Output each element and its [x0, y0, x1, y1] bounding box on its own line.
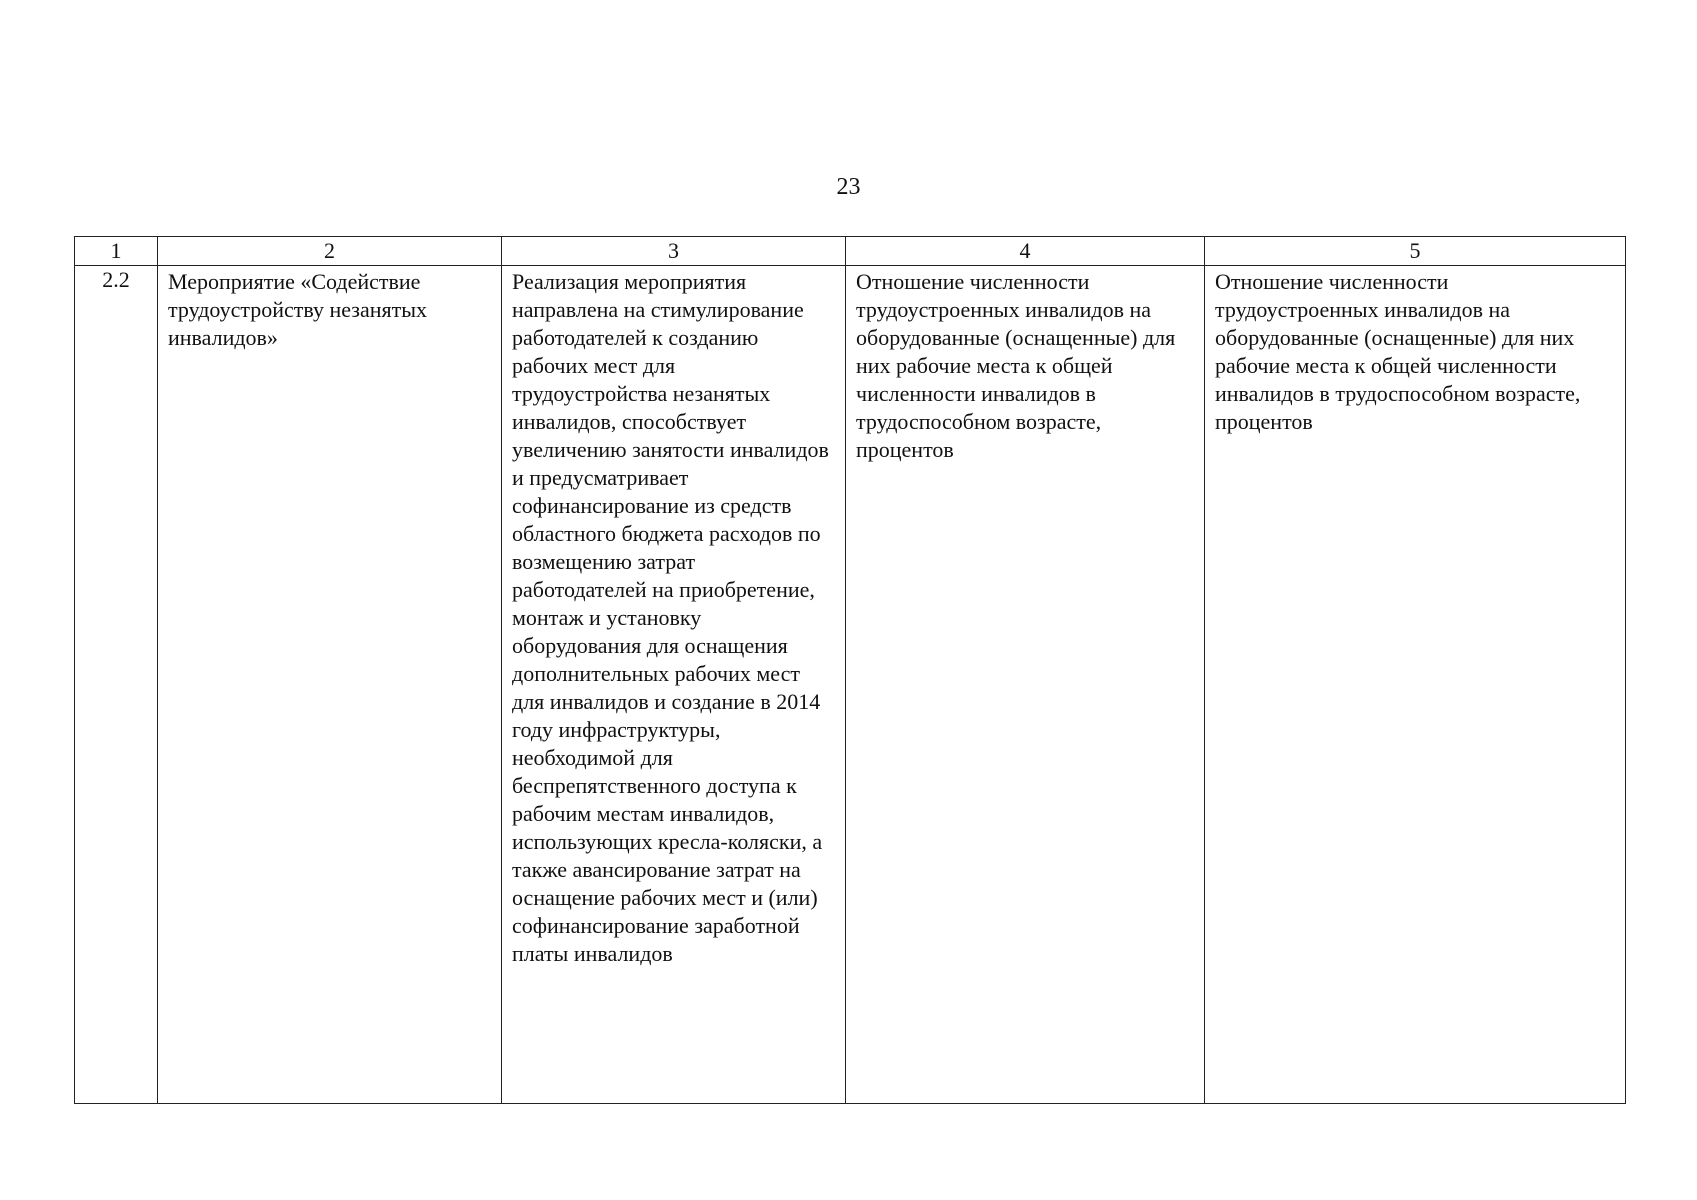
- indicator-definition-text: Отношение численности трудоустроенных инвалидов на оборудованные (оснащенные) для них рабочие места к общей численности инвалидов в трудоспособном возрасте, процентов: [1215, 269, 1581, 434]
- header-cell-5: 5: [1205, 237, 1626, 266]
- indicator-definition: [1205, 266, 1626, 1104]
- header-cell-4: 4: [846, 237, 1205, 266]
- header-cell-3: 3: [502, 237, 846, 266]
- table-header: [75, 237, 1626, 266]
- header-cell-1: 1: [75, 237, 158, 266]
- header-cell-2: 2: [158, 237, 502, 266]
- measure-description: [502, 266, 846, 1104]
- table-body: [75, 266, 1626, 1104]
- measure-title-text: Мероприятие «Содействие трудоустройству незанятых инвалидов»: [168, 269, 428, 350]
- table-row: [75, 266, 1626, 1104]
- measure-title: [158, 266, 502, 1104]
- indicator-name: [846, 266, 1205, 1104]
- header-row: [75, 237, 1626, 266]
- program-table: [74, 236, 1626, 1104]
- page-number: 23: [836, 174, 861, 200]
- row-number: 2.2: [75, 266, 158, 1104]
- measure-description-text: Реализация мероприятия направлена на стимулирование работодателей к созданию рабочих мест для трудоустройства незанятых инвалидов, способствует увеличению занятости инвалидов и предусматривает софинансирование из средств областного бюджета расходов по возмещению затрат работодателей на приобретение, монтаж и установку оборудования для оснащения дополнительных рабочих мест для инвалидов и создание в 2014 году инфраструктуры, необходимой для беспрепятственного доступа к рабочим местам инвалидов, использующих кресла-коляски, а также авансирование затрат на оснащение рабочих мест и (или) софинансирование заработной платы инвалидов: [512, 269, 829, 966]
- indicator-name-text: Отношение численности трудоустроенных инвалидов на оборудованные (оснащенные) для них рабочие места к общей численности инвалидов в трудоспособном возрасте, процентов: [856, 269, 1176, 462]
